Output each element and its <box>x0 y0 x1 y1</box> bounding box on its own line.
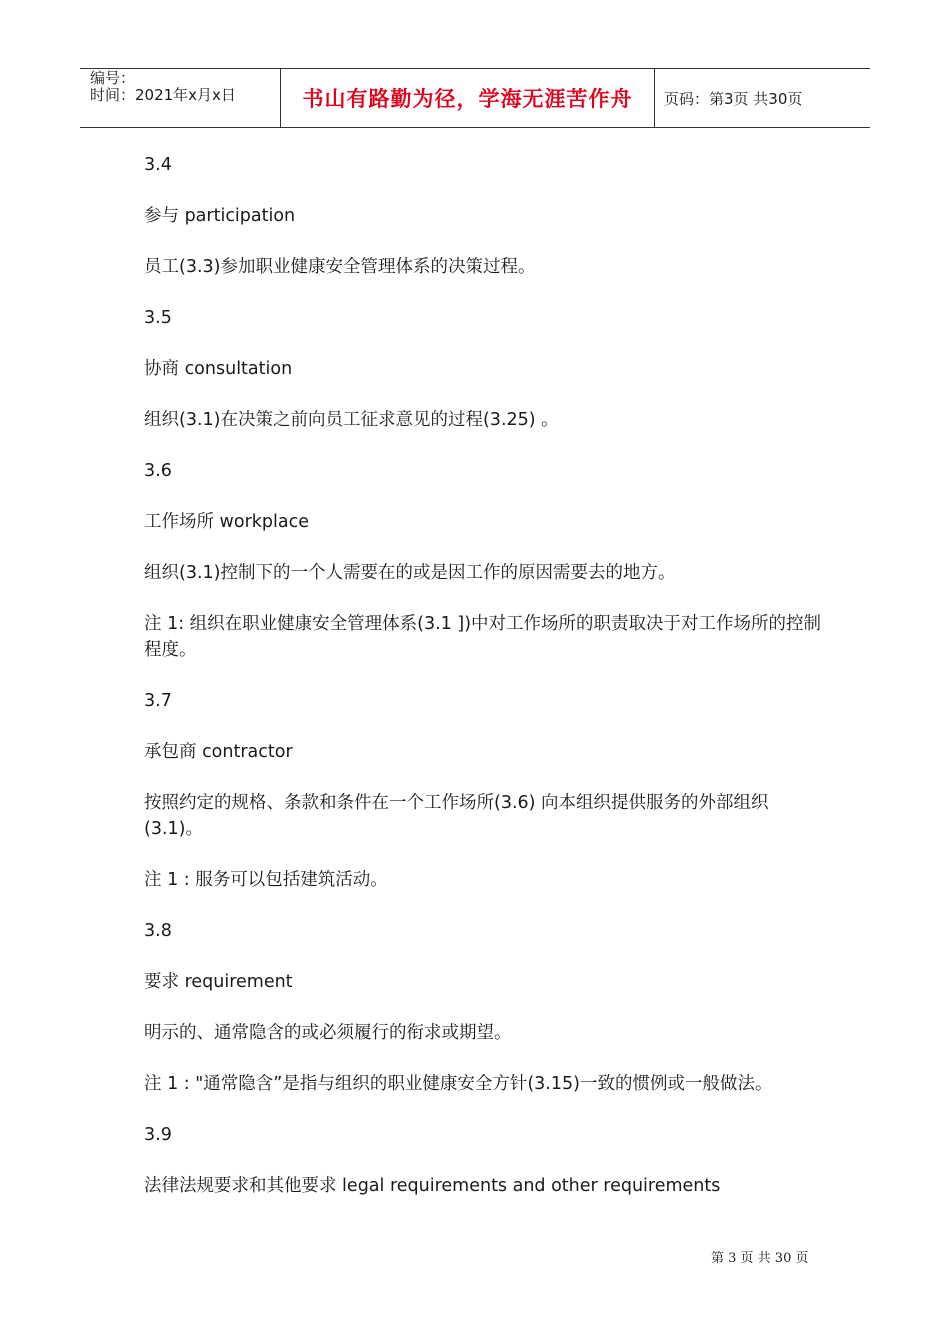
time-label: 时间：2021年x月x日 <box>90 86 236 104</box>
term-heading: 工作场所 workplace <box>144 512 309 532</box>
term-heading: 要求 requirement <box>144 972 293 992</box>
page-footer: 第 3 页 共 30 页 <box>711 1251 809 1266</box>
document-body <box>144 152 824 1224</box>
definition-text: 组织(3.1)在决策之前向员工征求意见的过程(3.25) 。 <box>144 410 559 430</box>
section-number: 3.6 <box>144 461 172 481</box>
page-header <box>80 68 870 128</box>
number-label: 编号： <box>90 69 136 87</box>
header-page-info: 页码：第3页 共30页 <box>664 89 803 108</box>
note-text: 注 1 : "通常隐含”是指与组织的职业健康安全方针(3.15)一致的惯例或一般做法。 <box>144 1074 773 1094</box>
section-number: 3.9 <box>144 1125 172 1145</box>
definition-text: 员工(3.3)参加职业健康安全管理体系的决策过程。 <box>144 257 536 277</box>
header-meta <box>80 69 281 127</box>
section-number: 3.8 <box>144 921 172 941</box>
note-text: 注 1 : 服务可以包括建筑活动。 <box>144 870 388 890</box>
section-number: 3.5 <box>144 308 172 328</box>
term-heading: 参与 participation <box>144 206 296 226</box>
term-heading: 承包商 contractor <box>144 742 293 762</box>
note-text: 注 1: 组织在职业健康安全管理体系(3.1 ])中对工作场所的职责取决于对工作场所的控制程度。 <box>144 614 822 660</box>
definition-text: 按照约定的规格、条款和条件在一个工作场所(3.6) 向本组织提供服务的外部组织(3.1)。 <box>144 793 769 839</box>
definition-text: 组织(3.1)控制下的一个人需要在的或是因工作的原因需要去的地方。 <box>144 563 676 583</box>
header-motto: 书山有路勤为径，学海无涯苦作舟 <box>281 69 655 127</box>
definition-text: 明示的、通常隐含的或必须履行的衔求或期望。 <box>144 1023 512 1043</box>
term-heading: 法律法规要求和其他要求 legal requirements and other requirements <box>144 1176 721 1196</box>
term-heading: 协商 consultation <box>144 359 293 379</box>
section-number: 3.7 <box>144 691 172 711</box>
section-number: 3.4 <box>144 155 172 175</box>
